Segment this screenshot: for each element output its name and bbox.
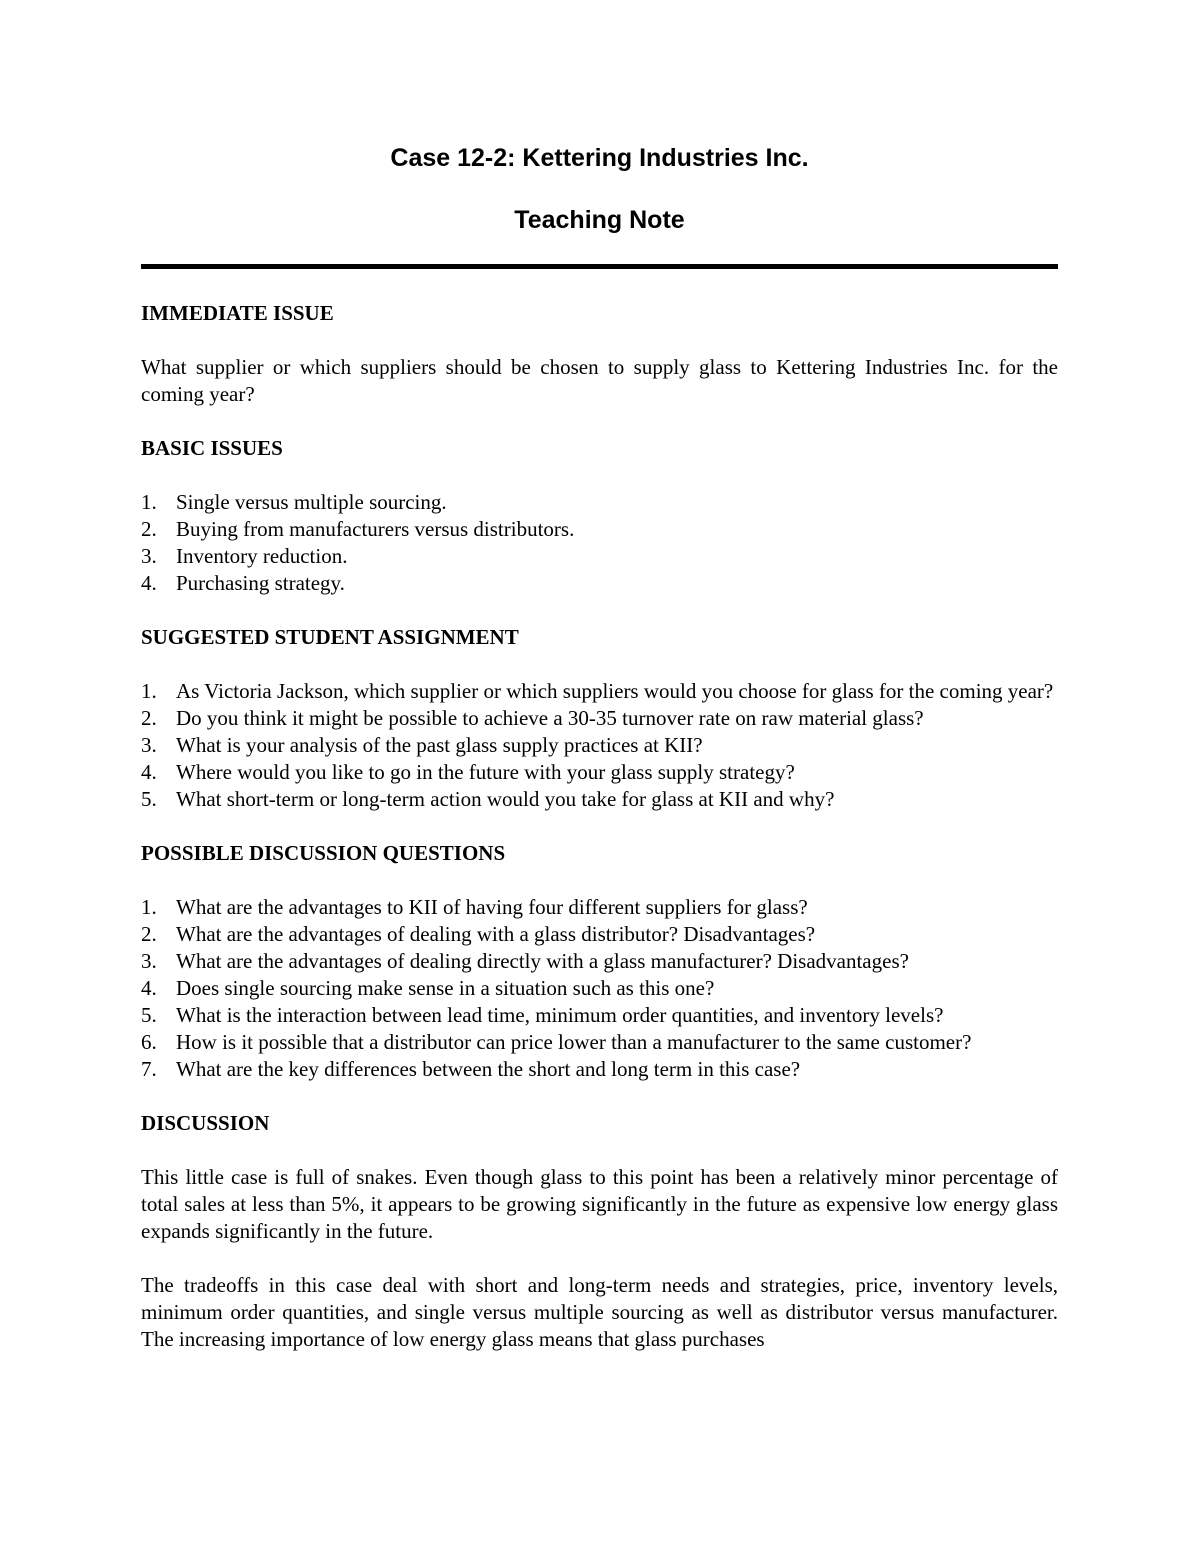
discussion-paragraph: This little case is full of snakes. Even though glass to this point has been a relatively minor percentage of total sales at less than 5%, it appears to be growing significantly in the future as expensive low energy glass expands significantly in the future. bbox=[141, 1165, 1058, 1243]
list-text: Inventory reduction. bbox=[176, 544, 348, 568]
title-divider bbox=[141, 264, 1058, 269]
list-number: 3. bbox=[141, 949, 157, 973]
discussion-questions-list bbox=[141, 894, 1058, 1083]
list-number: 3. bbox=[141, 544, 157, 568]
document-title: Case 12-2: Kettering Industries Inc. bbox=[390, 144, 809, 172]
list-text: Where would you like to go in the future with your glass supply strategy? bbox=[176, 760, 795, 784]
list-text: What is your analysis of the past glass supply practices at KII? bbox=[176, 733, 703, 757]
list-item bbox=[141, 570, 1058, 597]
list-item bbox=[141, 948, 1058, 975]
list-item bbox=[141, 975, 1058, 1002]
list-item bbox=[141, 678, 1058, 705]
list-text: Buying from manufacturers versus distributors. bbox=[176, 517, 575, 541]
basic-issues-list bbox=[141, 489, 1058, 597]
list-number: 5. bbox=[141, 787, 157, 811]
list-text: What are the advantages of dealing directly with a glass manufacturer? Disadvantages? bbox=[176, 949, 909, 973]
list-text: Does single sourcing make sense in a situation such as this one? bbox=[176, 976, 715, 1000]
list-number: 1. bbox=[141, 490, 157, 514]
list-item bbox=[141, 921, 1058, 948]
basic-issues-heading: BASIC ISSUES bbox=[141, 436, 283, 460]
assignment-list bbox=[141, 678, 1058, 813]
list-number: 3. bbox=[141, 733, 157, 757]
immediate-issue-heading: IMMEDIATE ISSUE bbox=[141, 301, 334, 325]
assignment-heading: SUGGESTED STUDENT ASSIGNMENT bbox=[141, 625, 519, 649]
list-number: 4. bbox=[141, 976, 157, 1000]
list-text: Do you think it might be possible to achieve a 30-35 turnover rate on raw material glass? bbox=[176, 706, 924, 730]
list-item bbox=[141, 705, 1058, 732]
list-text: What are the advantages to KII of having four different suppliers for glass? bbox=[176, 895, 808, 919]
discussion-heading: DISCUSSION bbox=[141, 1111, 270, 1135]
list-text: What short-term or long-term action would you take for glass at KII and why? bbox=[176, 787, 835, 811]
list-text: Purchasing strategy. bbox=[176, 571, 345, 595]
list-item bbox=[141, 786, 1058, 813]
list-number: 2. bbox=[141, 922, 157, 946]
list-text: What are the key differences between the short and long term in this case? bbox=[176, 1057, 801, 1081]
list-item bbox=[141, 489, 1058, 516]
list-number: 7. bbox=[141, 1057, 157, 1081]
discussion-section bbox=[141, 1110, 1058, 1353]
document-subtitle: Teaching Note bbox=[514, 206, 685, 234]
list-text: How is it possible that a distributor can price lower than a manufacturer to the same customer? bbox=[176, 1030, 972, 1054]
list-text: What is the interaction between lead time, minimum order quantities, and inventory levels? bbox=[176, 1003, 944, 1027]
list-number: 2. bbox=[141, 706, 157, 730]
list-item bbox=[141, 543, 1058, 570]
assignment-section bbox=[141, 624, 1058, 813]
list-item bbox=[141, 1029, 1058, 1056]
list-item bbox=[141, 516, 1058, 543]
discussion-questions-section bbox=[141, 840, 1058, 1083]
list-number: 1. bbox=[141, 679, 157, 703]
basic-issues-section bbox=[141, 435, 1058, 597]
list-item bbox=[141, 894, 1058, 921]
immediate-issue-text: What supplier or which suppliers should be chosen to supply glass to Kettering Industries Inc. for the coming year? bbox=[141, 355, 1058, 406]
list-text: As Victoria Jackson, which supplier or which suppliers would you choose for glass for the coming year? bbox=[176, 679, 1054, 703]
discussion-questions-heading: POSSIBLE DISCUSSION QUESTIONS bbox=[141, 841, 506, 865]
list-item bbox=[141, 1056, 1058, 1083]
document-body bbox=[141, 300, 1058, 1353]
list-text: What are the advantages of dealing with a glass distributor? Disadvantages? bbox=[176, 922, 816, 946]
list-item bbox=[141, 1002, 1058, 1029]
list-number: 2. bbox=[141, 517, 157, 541]
list-item bbox=[141, 732, 1058, 759]
list-number: 4. bbox=[141, 571, 157, 595]
list-item bbox=[141, 759, 1058, 786]
immediate-issue-section bbox=[141, 300, 1058, 408]
list-number: 5. bbox=[141, 1003, 157, 1027]
list-number: 4. bbox=[141, 760, 157, 784]
list-number: 1. bbox=[141, 895, 157, 919]
list-number: 6. bbox=[141, 1030, 157, 1054]
discussion-paragraph: The tradeoffs in this case deal with short and long-term needs and strategies, price, inventory levels, minimum order quantities, and single versus multiple sourcing as well as distributor versus manufacturer. The increasing importance of low energy glass means that glass purchases bbox=[141, 1273, 1058, 1351]
list-text: Single versus multiple sourcing. bbox=[176, 490, 447, 514]
